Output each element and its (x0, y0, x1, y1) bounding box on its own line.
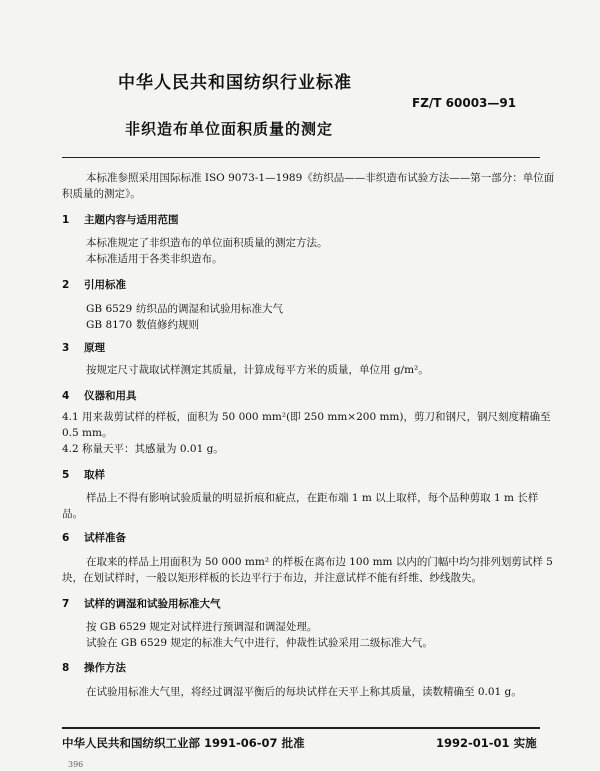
reference-title: 纺织品的调湿和试验用标准大气 (136, 303, 284, 315)
section-4-heading (62, 388, 137, 403)
section-number: 6 (62, 532, 70, 544)
reference-code: GB 6529 (86, 303, 133, 315)
section-8-heading (62, 660, 126, 675)
section-number: 4 (62, 390, 70, 402)
section-number: 2 (62, 279, 70, 291)
approval-line: 中华人民共和国纺织工业部 1991-06-07 批准 (62, 736, 305, 750)
section-5-heading (62, 467, 105, 482)
section-title: 引用标准 (84, 279, 126, 291)
section-8-paragraph-1: 在试验用标准大气里，将经过调湿平衡后的每块试样在天平上称其质量，读数精确至 0.01 g。 (86, 686, 522, 698)
section-number: 7 (62, 598, 70, 610)
section-7-paragraph-1: 按 GB 6529 规定对试样进行预调湿和调湿处理。 (86, 621, 318, 633)
section-number: 8 (62, 662, 70, 674)
reference-1 (86, 301, 283, 317)
section-7-paragraph-2: 试验在 GB 6529 规定的标准大气中进行，仲裁性试验采用二级标准大气。 (86, 637, 433, 649)
section-title: 试样的调湿和试验用标准大气 (84, 598, 221, 610)
section-title: 试样准备 (84, 532, 126, 544)
section-title: 原理 (84, 342, 105, 354)
section-title: 仪器和用具 (84, 390, 137, 402)
section-5-line-2: 品。 (62, 508, 83, 520)
section-number: 3 (62, 342, 70, 354)
section-7-heading (62, 596, 221, 611)
standard-code: FZ/T 60003—91 (412, 96, 517, 110)
section-1-paragraph-2: 本标准适用于各类非织造布。 (86, 253, 223, 265)
section-6-line-2: 块，在划试样时，一般以矩形样板的长边平行于布边，并注意试样不能有纤维、纱线散失。 (62, 572, 482, 584)
clause-4-2: 4.2 称量天平：其感量为 0.01 g。 (62, 443, 224, 455)
section-5-line-1: 样品上不得有影响试验质量的明显折痕和疵点，在距布端 1 m 以上取样，每个品种剪取 1 m 长样 (86, 492, 539, 504)
header-divider (62, 157, 540, 158)
document-title: 非织造布单位面积质量的测定 (125, 120, 334, 138)
section-2-heading (62, 277, 126, 292)
section-3-heading (62, 340, 105, 355)
section-title: 主题内容与适用范围 (84, 214, 179, 226)
reference-title: 数值修约规则 (136, 319, 200, 331)
intro-line-1: 本标准参照采用国际标准 ISO 9073-1—1989《纺织品——非织造布试验方法——第一部分：单位面 (86, 172, 555, 184)
page-number: 396 (68, 760, 84, 769)
footer-divider (62, 727, 540, 729)
section-6-heading (62, 530, 126, 545)
reference-code: GB 8170 (86, 319, 133, 331)
section-number: 5 (62, 469, 70, 481)
reference-2 (86, 317, 199, 333)
section-1-paragraph-1: 本标准规定了非织造布的单位面积质量的测定方法。 (86, 237, 328, 249)
section-6-line-1: 在取来的样品上用面积为 50 000 mm² 的样板在离布边 100 mm 以内的门幅中均匀排列划剪试样 5 (86, 556, 553, 568)
section-title: 操作方法 (84, 662, 126, 674)
implementation-date: 1992-01-01 实施 (436, 736, 537, 750)
section-title: 取样 (84, 469, 105, 481)
section-3-paragraph-1: 按规定尺寸裁取试样测定其质量，计算成每平方米的质量，单位用 g/m²。 (86, 364, 429, 376)
issuing-organization: 中华人民共和国纺织行业标准 (118, 73, 352, 93)
intro-line-2: 积质量的测定》。 (62, 188, 141, 200)
clause-4-1-line-1: 4.1 用来裁剪试样的样板，面积为 50 000 mm²(即 250 mm×200 mm)，剪刀和钢尺，钢尺刻度精确至 (62, 411, 551, 423)
section-number: 1 (62, 214, 70, 226)
section-1-heading (62, 212, 179, 227)
clause-4-1-line-2: 0.5 mm。 (62, 427, 113, 439)
